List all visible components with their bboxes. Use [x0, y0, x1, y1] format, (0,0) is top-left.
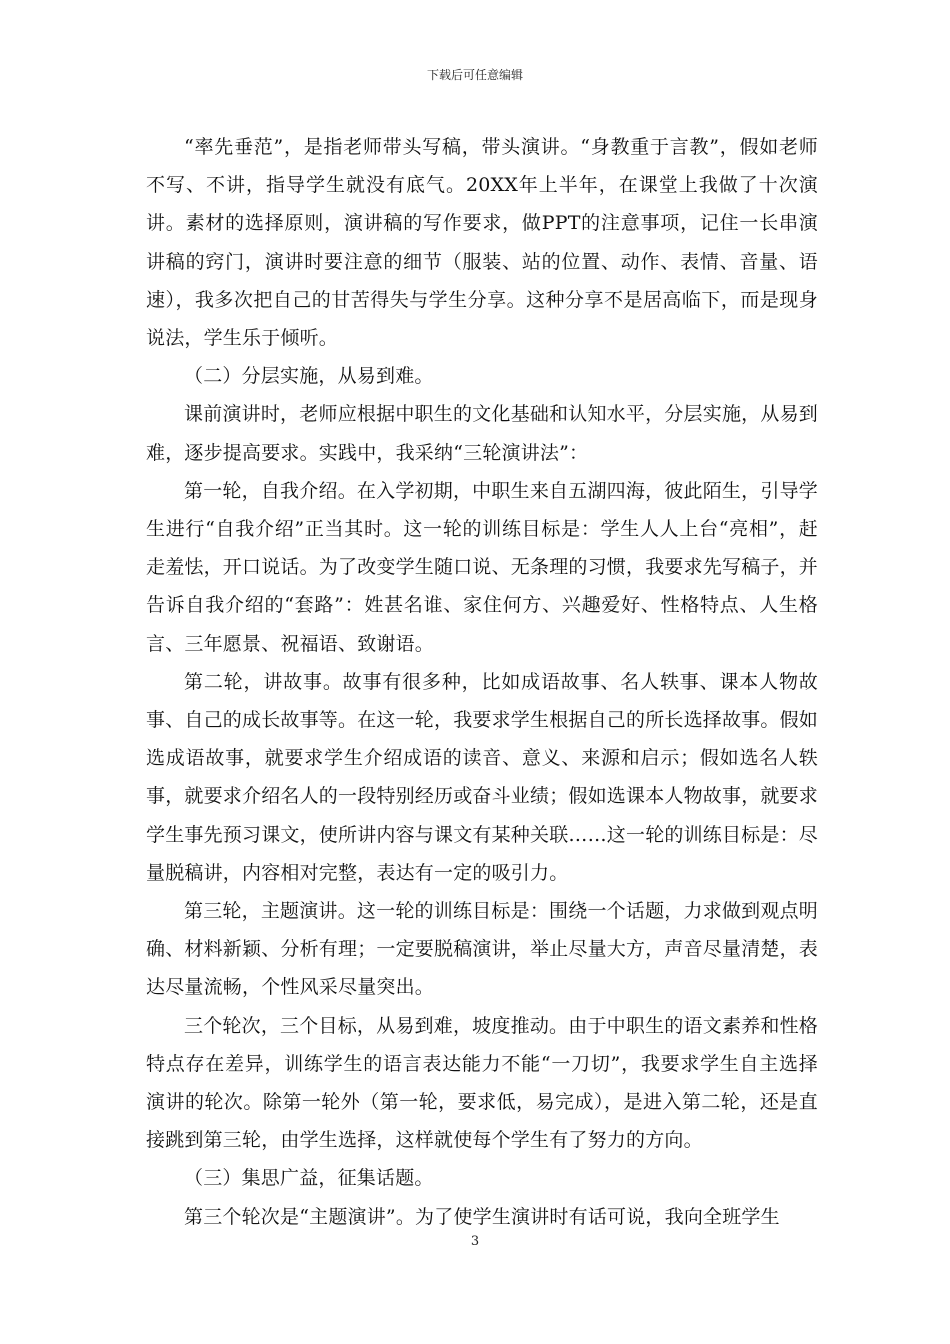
- section-heading-3: （三）集思广益，征集话题。: [184, 1167, 434, 1190]
- paragraph-layered-intro: 课前演讲时，老师应根据中职生的文化基础和认知水平，分层实施，从易到难，逐步提高要求。实践中，我采纳“三轮演讲法”：: [146, 403, 818, 464]
- section-heading-2: （二）分层实施，从易到难。: [184, 365, 434, 388]
- paragraph-round-one: 第一轮，自我介绍。在入学初期，中职生来自五湖四海，彼此陌生，引导学生进行“自我介绍”正当其时。这一轮的训练目标是：学生人人上台“亮相”，赶走羞怯，开口说话。为了改变学生随口说、无条理的习惯，我要求先写稿子，并告诉自我介绍的“套路”：姓甚名谁、家住何方、兴趣爱好、性格特点、人生格言、三年愿景、祝福语、致谢语。: [146, 479, 819, 655]
- paragraph-round-three: 第三轮，主题演讲。这一轮的训练目标是：围绕一个话题，力求做到观点明确、材料新颖、分析有理；一定要脱稿演讲，举止尽量大方，声音尽量清楚，表达尽量流畅，个性风采尽量突出。: [146, 900, 819, 999]
- paragraph-round-two: 第二轮，讲故事。故事有很多种，比如成语故事、名人轶事、课本人物故事、自己的成长故事等。在这一轮，我要求学生根据自己的所长选择故事。假如选成语故事，就要求学生介绍成语的读音、意义、来源和启示；假如选名人轶事，就要求介绍名人的一段特别经历或奋斗业绩；假如选课本人物故事，就要求学生事先预习课文，使所讲内容与课文有某种关联……这一轮的训练目标是：尽量脱稿讲，内容相对完整，表达有一定的吸引力。: [146, 670, 819, 884]
- document-body: [146, 128, 818, 1236]
- page-number: 3: [470, 1234, 480, 1249]
- paragraph-lead-by-example: “率先垂范”，是指老师带头写稿，带头演讲。“身教重于言教”，假如老师不写、不讲，指导学生就没有底气。20XX年上半年，在课堂上我做了十次演讲。素材的选择原则，演讲稿的写作要求，做PPT的注意事项，记住一长串演讲稿的窍门，演讲时要注意的细节（服装、站的位置、动作、表情、音量、语速），我多次把自己的甘苦得失与学生分享。这种分享不是居高临下，而是现身说法，学生乐于倾听。: [146, 136, 818, 350]
- paragraph-topic-collection: 第三个轮次是“主题演讲”。为了使学生演讲时有话可说，我向全班学生: [184, 1205, 780, 1228]
- paragraph-three-rounds-summary: 三个轮次，三个目标，从易到难，坡度推动。由于中职生的语文素养和性格特点存在差异，训练学生的语言表达能力不能“一刀切”，我要求学生自主选择演讲的轮次。除第一轮外（第一轮，要求低，易完成），是进入第二轮，还是直接跳到第三轮，由学生选择，这样就使每个学生有了努力的方向。: [146, 1014, 818, 1152]
- page-header: 下载后可任意编辑: [426, 68, 523, 82]
